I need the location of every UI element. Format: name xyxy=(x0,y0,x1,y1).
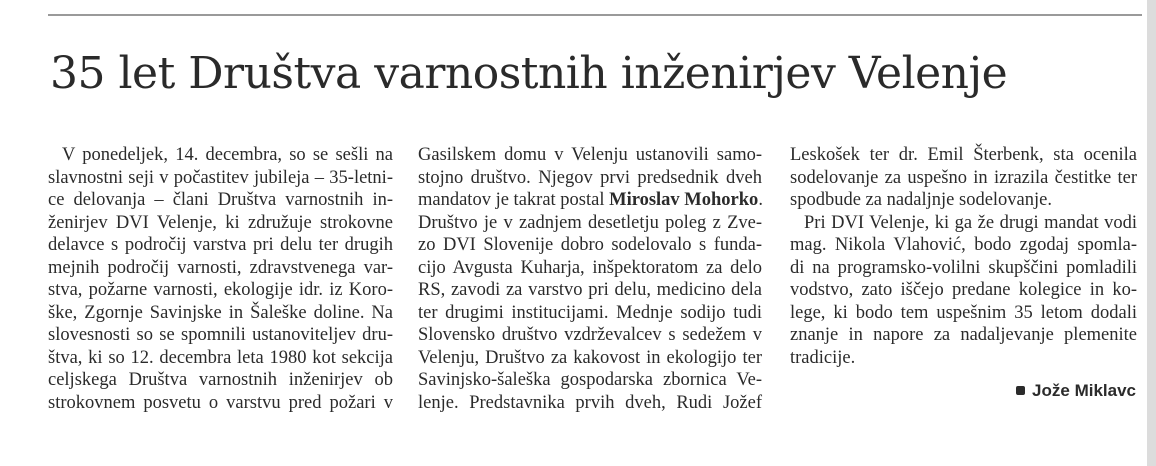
text-line: znanje in napore za nadaljevanje plemenite xyxy=(790,325,1137,345)
text-line: Savinjsko-šaleška gospodarska zbornica Ve- xyxy=(418,370,762,390)
text-line: sodelovanje za uspešno in izrazila čestitke ter xyxy=(790,167,1137,188)
text-line: ce delovanja – člani Društva varnostnih in- xyxy=(48,190,393,210)
text-line: ter drugimi institucijami. Mednje sodijo tudi xyxy=(418,302,762,323)
author-name: Jože Miklavc xyxy=(1032,381,1136,400)
text-line: Pri DVI Velenje, ki ga že drugi mandat vodi xyxy=(804,212,1137,233)
text-line: tradicije. xyxy=(790,347,856,368)
text-line: stojno društvo. Njegov prvi predsednik dveh xyxy=(418,167,762,188)
text-line: ženirjev DVI Velenje, ki združuje strokovne xyxy=(48,212,393,233)
text-line: spodbude za nadaljnje sodelovanje. xyxy=(790,190,1052,210)
text-line: vodstvo, zato iščejo predane kolegice in ko- xyxy=(790,280,1137,300)
article-column-1 xyxy=(48,144,393,414)
text-line: V ponedeljek, 14. decembra, so se sešli na xyxy=(62,145,393,165)
square-bullet-icon xyxy=(1016,386,1025,395)
article-column-2 xyxy=(418,144,762,414)
text-line: ške, Zgornje Savinjske in Šaleške doline. Na xyxy=(48,302,393,323)
text-line: Slovensko društvo vzdrževalcev s sedežem v xyxy=(418,325,762,345)
text-line: zo DVI Slovenije dobro sodelovalo s funda- xyxy=(418,235,762,255)
text-fragment: mandatov je takrat postal xyxy=(418,190,605,210)
text-line: stva, požarne varnosti, ekologije idr. iz Koro- xyxy=(48,280,393,300)
text-line: lege, ki bodo tem uspešnim 35 letom dodali xyxy=(790,302,1137,323)
text-line: Gasilskem domu v Velenju ustanovili samo- xyxy=(418,145,762,165)
text-line: RS, zavodi za varstvo pri delu, medicino dela xyxy=(418,280,762,300)
page-edge xyxy=(1147,0,1156,466)
text-line: celjskega Društva varnostnih inženirjev ob xyxy=(48,370,393,390)
text-line: lenje. Predstavnika prvih dveh, Rudi Jožef xyxy=(418,392,762,413)
top-divider xyxy=(48,14,1142,16)
article-column-3 xyxy=(790,144,1137,369)
text-line: Društvo je v zadnjem desetletju poleg z Zve- xyxy=(418,212,762,233)
text-line: delavce s področij varstva pri delu ter drugih xyxy=(48,235,393,255)
text-line: mejnih področij varnosti, zdravstvenega var- xyxy=(48,257,393,278)
text-line: strokovnem posvetu o varstvu pred požari v xyxy=(48,392,393,413)
text-line: mag. Nikola Vlahović, bodo zgodaj spomla- xyxy=(790,235,1137,255)
author-byline xyxy=(1016,380,1136,402)
text-line-with-name xyxy=(418,189,762,212)
text-line: štva, ki so 12. decembra leta 1980 kot sekcija xyxy=(48,347,393,368)
text-line: di na programsko-volilni skupščini pomladili xyxy=(790,257,1137,278)
text-fragment: . xyxy=(758,190,763,210)
text-line: slovesnosti so se spomnili ustanoviteljev dru- xyxy=(48,325,393,345)
text-line: cijo Avgusta Kuharja, inšpektoratom za delo xyxy=(418,257,762,278)
article-headline: 35 let Društva varnostnih inženirjev Velenje xyxy=(50,48,1008,99)
text-line: Leskošek ter dr. Emil Šterbenk, sta ocenila xyxy=(790,145,1137,165)
text-line: Velenju, Društvo za kakovost in ekologijo ter xyxy=(418,347,762,368)
text-line: slavnostni seji v počastitev jubileja – 35-letni- xyxy=(48,167,393,188)
person-name: Miroslav Mohorko xyxy=(609,190,759,210)
